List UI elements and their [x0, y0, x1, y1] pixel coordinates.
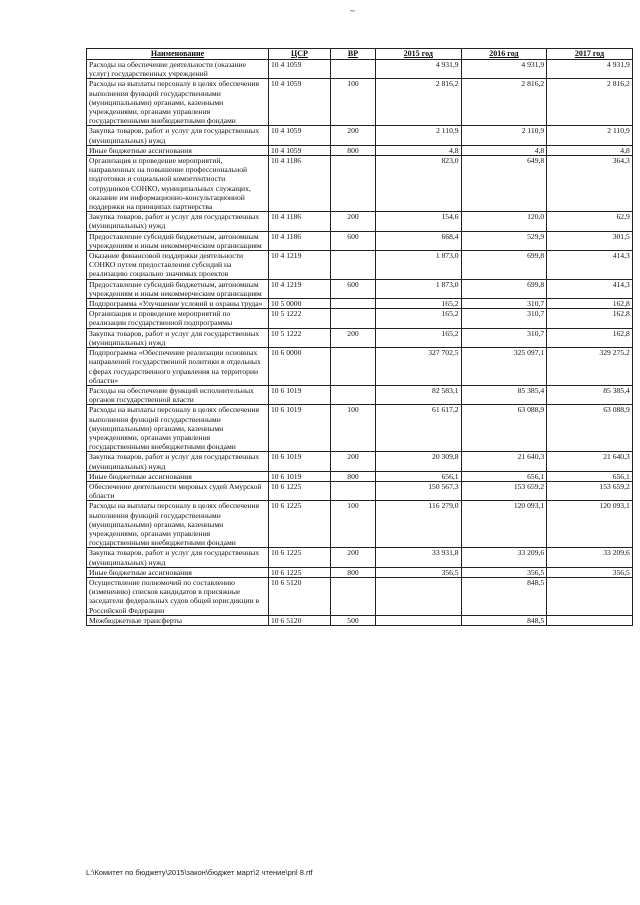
cell-2017: 4 931,9 [547, 60, 633, 79]
table-row [87, 548, 633, 567]
cell-name: Закупка товаров, работ и услуг для государственных (муниципальных) нужд [87, 548, 269, 567]
cell-csr: 10 4 1219 [269, 279, 331, 298]
cell-name: Расходы на обеспечение функций исполнительных органов государственной власти [87, 385, 269, 404]
table-row [87, 328, 633, 347]
cell-name: Подпрограмма «Обеспечение реализации основных направлений государственной политики в отдельных сферах государственного управления на территории области» [87, 348, 269, 386]
cell-2015: 2 816,2 [376, 79, 462, 126]
cell-name: Оказание финансовой поддержки деятельности СОНКО путем предоставления субсидий на реализацию социально значимых проектов [87, 251, 269, 280]
cell-csr: 10 4 1219 [269, 251, 331, 280]
cell-vr: 600 [331, 279, 376, 298]
cell-vr [331, 577, 376, 615]
cell-name: Расходы на выплаты персоналу в целях обеспечения выполнения функций государственными (муниципальными) органами, казенными учреждениями, органами управления государственными внебюджетными фондами [87, 501, 269, 548]
cell-vr [331, 385, 376, 404]
cell-2017: 414,3 [547, 251, 633, 280]
cell-vr: 100 [331, 405, 376, 452]
cell-csr: 10 6 1225 [269, 567, 331, 577]
header-name: Наименование [87, 49, 269, 60]
cell-vr: 200 [331, 548, 376, 567]
table-row [87, 231, 633, 250]
cell-csr: 10 4 1059 [269, 79, 331, 126]
cell-csr: 10 4 1059 [269, 60, 331, 79]
cell-vr [331, 299, 376, 309]
cell-2017: 2 816,2 [547, 79, 633, 126]
cell-2015: 150 567,3 [376, 481, 462, 500]
cell-2017: 162,8 [547, 309, 633, 328]
cell-2016: 310,7 [461, 328, 547, 347]
cell-csr: 10 6 0000 [269, 348, 331, 386]
cell-csr: 10 6 1019 [269, 405, 331, 452]
table-row [87, 251, 633, 280]
cell-2016: 2 110,9 [461, 126, 547, 145]
cell-vr [331, 60, 376, 79]
header-2016: 2016 год [461, 49, 547, 60]
cell-2016: 4,8 [461, 145, 547, 155]
cell-2015: 165,2 [376, 299, 462, 309]
cell-vr: 100 [331, 79, 376, 126]
cell-2015: 356,5 [376, 567, 462, 577]
cell-2016: 699,8 [461, 279, 547, 298]
table-row [87, 309, 633, 328]
cell-csr: 10 4 1186 [269, 212, 331, 231]
cell-vr: 600 [331, 231, 376, 250]
cell-2015: 165,2 [376, 328, 462, 347]
cell-vr [331, 348, 376, 386]
table-row [87, 471, 633, 481]
table-row [87, 452, 633, 471]
cell-2016: 356,5 [461, 567, 547, 577]
table-row [87, 577, 633, 615]
cell-2016: 848,5 [461, 577, 547, 615]
cell-vr: 200 [331, 328, 376, 347]
table-header-row [87, 49, 633, 60]
table-row [87, 79, 633, 126]
header-csr: ЦСР [269, 49, 331, 60]
cell-name: Расходы на выплаты персоналу в целях обеспечения выполнения функций государственными (муниципальными) органами, казенными учреждениями, органами управления государственными внебюджетными фондами [87, 405, 269, 452]
cell-2015: 1 873,0 [376, 279, 462, 298]
cell-2015: 668,4 [376, 231, 462, 250]
cell-csr: 10 6 5120 [269, 615, 331, 625]
cell-2016: 848,5 [461, 615, 547, 625]
cell-name: Организация и проведение мероприятий по реализации государственной подпрограммы [87, 309, 269, 328]
cell-2017: 329 275,2 [547, 348, 633, 386]
cell-name: Закупка товаров, работ и услуг для государственных (муниципальных) нужд [87, 328, 269, 347]
cell-csr: 10 5 1222 [269, 328, 331, 347]
cell-2016: 120 093,1 [461, 501, 547, 548]
cell-2017: 162,8 [547, 328, 633, 347]
cell-csr: 10 6 1225 [269, 481, 331, 500]
cell-2017: 153 659,2 [547, 481, 633, 500]
table-row [87, 126, 633, 145]
cell-csr: 10 4 1186 [269, 156, 331, 212]
cell-vr: 200 [331, 212, 376, 231]
cell-csr: 10 6 1019 [269, 452, 331, 471]
table-row [87, 299, 633, 309]
cell-vr: 800 [331, 567, 376, 577]
cell-name: Предоставление субсидий бюджетным, автономным учреждениям и иным некоммерческим организациям [87, 279, 269, 298]
cell-2017: 364,3 [547, 156, 633, 212]
cell-2016: 699,8 [461, 251, 547, 280]
cell-2015: 823,0 [376, 156, 462, 212]
table-body [87, 60, 633, 626]
cell-2015: 656,1 [376, 471, 462, 481]
cell-2015: 154,6 [376, 212, 462, 231]
cell-vr [331, 251, 376, 280]
cell-2017: 356,5 [547, 567, 633, 577]
cell-2015 [376, 615, 462, 625]
cell-name: Расходы на обеспечение деятельности (оказание услуг) государственных учреждений [87, 60, 269, 79]
table-row [87, 60, 633, 79]
cell-2016: 529,9 [461, 231, 547, 250]
cell-vr: 800 [331, 471, 376, 481]
cell-2016: 4 931,9 [461, 60, 547, 79]
cell-csr: 10 6 1019 [269, 385, 331, 404]
cell-csr: 10 6 1225 [269, 548, 331, 567]
cell-2016: 63 088,9 [461, 405, 547, 452]
cell-2017: 301,5 [547, 231, 633, 250]
cell-name: Межбюджетные трансферты [87, 615, 269, 625]
cell-2015: 82 583,1 [376, 385, 462, 404]
cell-vr [331, 481, 376, 500]
cell-vr: 500 [331, 615, 376, 625]
cell-name: Организация и проведение мероприятий, направленных на повышение профессиональной подготовки и социальной компетентности сотрудников СОНКО, муниципальных служащих, оказание им информационно-консультационной поддержки на принципах партнерства [87, 156, 269, 212]
cell-2016: 656,1 [461, 471, 547, 481]
header-vr: ВР [331, 49, 376, 60]
page-mark: ~ [350, 6, 355, 16]
cell-csr: 10 6 5120 [269, 577, 331, 615]
cell-2015: 20 309,8 [376, 452, 462, 471]
cell-2015: 116 279,0 [376, 501, 462, 548]
cell-2015: 4,8 [376, 145, 462, 155]
budget-table [86, 48, 633, 626]
cell-2017: 63 088,9 [547, 405, 633, 452]
cell-2016: 33 209,6 [461, 548, 547, 567]
cell-name: Расходы на выплаты персоналу в целях обеспечения выполнения функций государственными (муниципальными) органами, казенными учреждениями, органами управления государственными внебюджетными фондами [87, 79, 269, 126]
cell-2017 [547, 615, 633, 625]
cell-2017: 4,8 [547, 145, 633, 155]
header-2015: 2015 год [376, 49, 462, 60]
table-row [87, 212, 633, 231]
table-row [87, 348, 633, 386]
cell-2016: 325 097,1 [461, 348, 547, 386]
table-row [87, 481, 633, 500]
cell-2015 [376, 577, 462, 615]
cell-2017 [547, 577, 633, 615]
cell-csr: 10 6 1019 [269, 471, 331, 481]
cell-name: Иные бюджетные ассигнования [87, 145, 269, 155]
cell-name: Закупка товаров, работ и услуг для государственных (муниципальных) нужд [87, 212, 269, 231]
cell-2016: 649,8 [461, 156, 547, 212]
cell-2016: 21 640,3 [461, 452, 547, 471]
cell-2017: 2 110,9 [547, 126, 633, 145]
cell-vr: 100 [331, 501, 376, 548]
cell-2016: 153 659,2 [461, 481, 547, 500]
cell-2017: 414,3 [547, 279, 633, 298]
cell-name: Закупка товаров, работ и услуг для государственных (муниципальных) нужд [87, 126, 269, 145]
cell-vr [331, 309, 376, 328]
cell-csr: 10 6 1225 [269, 501, 331, 548]
cell-2015: 327 702,5 [376, 348, 462, 386]
cell-csr: 10 4 1059 [269, 145, 331, 155]
cell-2017: 21 640,3 [547, 452, 633, 471]
cell-name: Осуществление полномочий по составлению (изменению) списков кандидатов в присяжные заседатели федеральных судов общей юрисдикции в Российской Федерации [87, 577, 269, 615]
table-row [87, 279, 633, 298]
cell-csr: 10 4 1186 [269, 231, 331, 250]
table-row [87, 145, 633, 155]
cell-vr: 200 [331, 126, 376, 145]
cell-csr: 10 4 1059 [269, 126, 331, 145]
table-row [87, 567, 633, 577]
cell-2015: 165,2 [376, 309, 462, 328]
cell-2015: 2 110,9 [376, 126, 462, 145]
cell-csr: 10 5 0000 [269, 299, 331, 309]
table-row [87, 501, 633, 548]
cell-2017: 62,9 [547, 212, 633, 231]
cell-name: Подпрограмма «Улучшение условий и охраны труда» [87, 299, 269, 309]
cell-2015: 61 617,2 [376, 405, 462, 452]
table-row [87, 156, 633, 212]
cell-2016: 310,7 [461, 299, 547, 309]
table-row [87, 385, 633, 404]
cell-name: Иные бюджетные ассигнования [87, 471, 269, 481]
cell-2016: 85 385,4 [461, 385, 547, 404]
cell-2015: 1 873,0 [376, 251, 462, 280]
cell-2016: 120,0 [461, 212, 547, 231]
cell-2015: 4 931,9 [376, 60, 462, 79]
cell-2017: 656,1 [547, 471, 633, 481]
cell-2016: 310,7 [461, 309, 547, 328]
cell-2016: 2 816,2 [461, 79, 547, 126]
cell-name: Предоставление субсидий бюджетным, автономным учреждениям и иным некоммерческим организациям [87, 231, 269, 250]
table-row [87, 615, 633, 625]
cell-2017: 85 385,4 [547, 385, 633, 404]
cell-vr: 800 [331, 145, 376, 155]
file-path-footer: L:\Комитет по бюджету\2015\закон\бюджет март\2 чтение\pril 8.rtf [86, 868, 313, 877]
cell-csr: 10 5 1222 [269, 309, 331, 328]
cell-name: Иные бюджетные ассигнования [87, 567, 269, 577]
cell-2017: 33 209,6 [547, 548, 633, 567]
cell-2017: 120 093,1 [547, 501, 633, 548]
cell-name: Закупка товаров, работ и услуг для государственных (муниципальных) нужд [87, 452, 269, 471]
cell-2015: 33 931,8 [376, 548, 462, 567]
header-2017: 2017 год [547, 49, 633, 60]
cell-name: Обеспечение деятельности мировых судей Амурской области [87, 481, 269, 500]
cell-vr [331, 156, 376, 212]
table-row [87, 405, 633, 452]
cell-vr: 200 [331, 452, 376, 471]
cell-2017: 162,8 [547, 299, 633, 309]
